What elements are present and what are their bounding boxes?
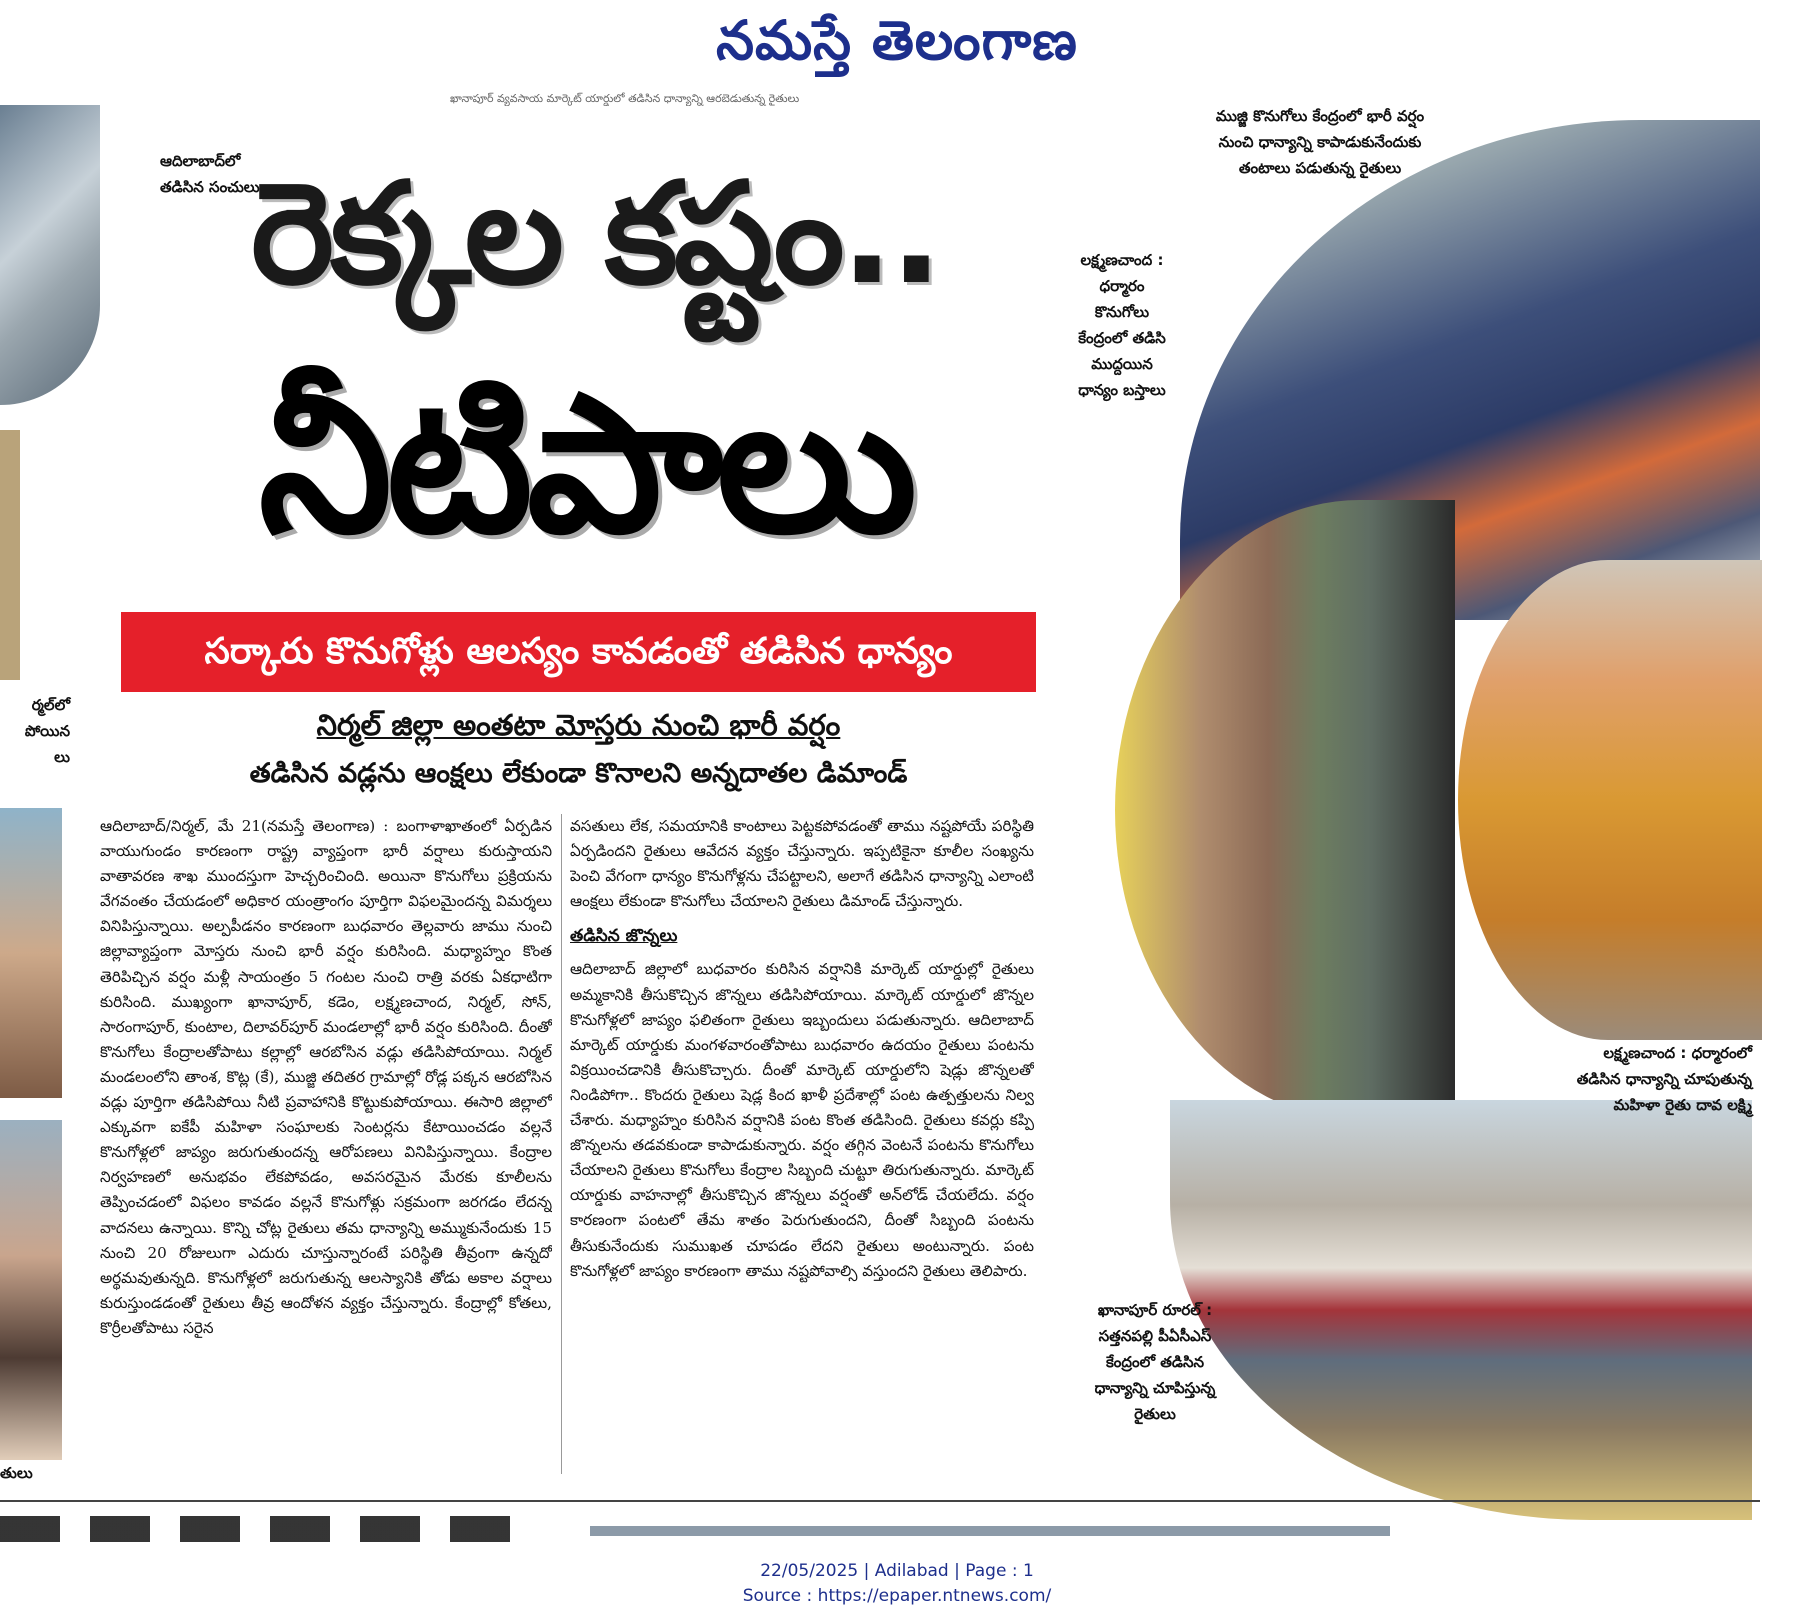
- headline-strap: సర్కారు కొనుగోళ్లు ఆలస్యం కావడంతో తడిసిన ధాన్యం: [121, 612, 1036, 692]
- caption-woman-farmer: లక్ష్మణచాంద : ధర్మారంలో తడిసిన ధాన్యాన్ని చూపుతున్న మహిళా రైతు దావ లక్ష్మి: [1576, 1044, 1752, 1114]
- article-paragraph: ఆదిలాబాద్ జిల్లాలో బుధవారం కురిసిన వర్షానికి మార్కెట్ యార్డుల్లో రైతులు అమ్మకానికి తీసుకొచ్చిన జొన్నలు తడిసిపోయాయి. మార్కెట్ యార్డులో జొన్నల కొనుగోళ్లలో జాప్యం ఫలితంగా రైతులు ఇబ్బందులు పడుతున్నారు. ఆదిలాబాద్ మార్కెట్ యార్డుకు మంగళవారంతోపాటు బుధవారం ఉదయం రైతులు పంటను విక్రయించడానికి తీసుకొచ్చారు. దీంతో మార్కెట్ యార్డులోని షెడ్లు జొన్నలతో నిండిపోగా.. కొందరు రైతులు షెడ్ల కింద ఖాళీ ప్రదేశాల్లో పంట ఉత్పత్తులను నిల్వ చేశారు. మధ్యాహ్నం కురిసిన వర్షానికి పంట కొంత తడిసింది. రైతులు కవర్లు కప్పి జొన్నలను తడవకుండా కాపాడుకున్నారు. వర్షం తగ్గిన వెంటనే పంటను కొనుగోలు చేయాలని రైతులు కొనుగోలు కేంద్రాల సిబ్బంది చుట్టూ తిరుగుతున్నారు. మార్కెట్ యార్డుకు వాహనాల్లో తీసుకొచ్చిన జొన్నలు వర్షంతో అన్‌లోడ్ చేయలేదు. వర్షం కారణంగా పంటలో తేమ శాతం పెరుగుతుందని, దీంతో సిబ్బంది పంటను తీసుకునేందుకు సుముఖత చూపడం లేదని రైతులు అంటున్నారు. పంట కొనుగోళ్లలో జాప్యం కారణంగా తాము నష్టపోవాల్సి వస్తుందని రైతులు తెలిపారు.: [570, 960, 1034, 1280]
- photo-woman-farmer: [1458, 560, 1762, 1040]
- headline-line2: నీటిపాలు: [258, 354, 912, 575]
- headline-line1: రెక్కల కష్టం..: [251, 153, 939, 316]
- bottom-divider: [0, 1500, 1760, 1502]
- photo-khanapur-farmers: [1170, 1100, 1752, 1520]
- bottom-next-story-bar: [590, 1526, 1390, 1536]
- bottom-next-story-strip: [0, 1516, 520, 1542]
- caption-mujji: ముజ్జి కొనుగోలు కేంద్రంలో భారీ వర్షం నుంచి ధాన్యాన్ని కాపాడుకునేందుకు తంటాలు పడుతున్న రైతులు: [1215, 107, 1425, 177]
- photo-adilabad-bags: [0, 105, 100, 405]
- caption-adilabad-bags: ఆదిలాబాద్‌లో తడిసిన సంచులు: [160, 152, 260, 196]
- footer-date-line: 22/05/2025 | Adilabad | Page : 1: [760, 1561, 1034, 1581]
- subheadline-2: తడిసిన వడ్లను ఆంక్షలు లేకుండా కొనాలని అన్నదాతల డిమాండ్: [249, 758, 908, 789]
- caption-khanapur: ఖానాపూర్ రూరల్ : సత్తనపల్లి పీఏసీఎస్ కేంద్రంలో తడిసిన ధాన్యాన్ని చూపిస్తున్న రైతులు: [1094, 1301, 1216, 1423]
- masthead-title: నమస్తే తెలంగాణ: [716, 8, 1078, 72]
- article-subheading: తడిసిన జొన్నలు: [570, 926, 678, 947]
- article-column-2: [570, 814, 1034, 1484]
- photo-people-left: [0, 1120, 62, 1460]
- column-divider: [561, 814, 562, 1474]
- photo-left-mid: [0, 430, 20, 680]
- photo-dharmaram-bags: [1115, 500, 1455, 1120]
- footer-source-line: Source : https://epaper.ntnews.com/: [742, 1586, 1052, 1606]
- caption-laxmanchanda-bags: లక్ష్మణచాంద : ధర్మారం కొనుగోలు కేంద్రంలో తడిసి ముద్దయిన ధాన్యం బస్తాలు: [1078, 251, 1166, 399]
- caption-bottom-left: తులు: [0, 1464, 33, 1482]
- photo-rain-street: [0, 808, 62, 1098]
- article-paragraph: వసతులు లేక, సమయానికి కాంటాలు పెట్టకపోవడంతో తాము నష్టపోయే పరిస్థితి ఏర్పడిందని రైతులు ఆవేదన వ్యక్తం చేస్తున్నారు. ఇప్పటికైనా కూలీల సంఖ్యను పెంచి వేగంగా ధాన్యం కొనుగోళ్లను చేపట్టాలని, అలాగే తడిసిన ధాన్యాన్ని ఎలాంటి ఆంక్షలు లేకుండా కొనుగోలు చేయాలని రైతులు డిమాండ్ చేస్తున్నారు.: [570, 817, 1034, 911]
- subheadline-1: నిర్మల్ జిల్లా అంతటా మోస్తరు నుంచి భారీ వర్షం: [316, 708, 841, 742]
- article-column-1: ఆదిలాబాద్/నిర్మల్, మే 21(నమస్తే తెలంగాణ) : బంగాళాఖాతంలో ఏర్పడిన వాయుగుండం కారణంగా రాష్ట్ర వ్యాప్తంగా భారీ వర్షాలు కురుస్తాయని వాతావరణ శాఖ ముందస్తుగా హెచ్చరించింది. అయినా కొనుగోలు ప్రక్రియను వేగవంతం చేయడంలో అధికార యంత్రాంగం పూర్తిగా విఫలమైందన్న విమర్శలు వినిపిస్తున్నాయి. అల్పపీడనం కారణంగా బుధవారం తెల్లవారు జాము నుంచి జిల్లావ్యాప్తంగా మోస్తరు నుంచి భారీ వర్షం కురిసింది. మధ్యాహ్నం కొంత తెరిపిచ్చిన వర్షం మళ్లీ సాయంత్రం 5 గంటల నుంచి రాత్రి వరకు ఏకధాటిగా కురిసింది. ముఖ్యంగా ఖానాపూర్, కడెం, లక్ష్మణచాంద, నిర్మల్, సోన్, సారంగాపూర్, కుంటాల, దిలావర్‌పూర్ మండలాల్లో భారీ వర్షం కురిసింది. దీంతో కొనుగోలు కేంద్రాలతోపాటు కల్లాల్లో ఆరబోసిన వడ్లు తడిసిపోయాయి. నిర్మల్ మండలంలోని తాంశ, కొట్ల (కే), ముజ్జి తదితర గ్రామాల్లో రోడ్ల పక్కన ఆరబోసిన వడ్లు పూర్తిగా తడిసిపోయి నీటి ప్రవాహానికి కొట్టుకుపోయాయి. ఈసారి జిల్లాలో ఎక్కువగా ఐకేపీ మహిళా సంఘాలకు సెంటర్లను కేటాయించడం వల్లనే కొనుగోళ్లలో జాప్యం జరుగుతుందన్న ఆరోపణలు వినిపిస్తున్నాయి. కేంద్రాల నిర్వహణలో అనుభవం లేకపోవడం, అవసరమైన మేరకు కూలీలను తెప్పించడంలో విఫలం కావడం వల్లనే కొనుగోళ్లు సక్రమంగా జరగడం లేదన్న వాదనలు ఉన్నాయి. కొన్ని చోట్ల రైతులు తమ ధాన్యాన్ని అమ్ముకునేందుకు 15 నుంచి 20 రోజులుగా ఎదురు చూస్తున్నారంటే పరిస్థితి తీవ్రంగా ఉన్నదో అర్థమవుతున్నది. కొనుగోళ్లలో జరుగుతున్న ఆలస్యానికి తోడు అకాల వర్షాలు కురుస్తుండడంతో రైతులు తీవ్ర ఆందోళన వ్యక్తం చేస్తున్నారు. కేంద్రాల్లో కోతలు, కొర్రీలతోపాటు సరైన: [100, 817, 552, 1337]
- caption-nirmal-left: ర్మల్‌లో పోయిన లు: [24, 696, 70, 766]
- top-strip-text: ఖానాపూర్ వ్యవసాయ మార్కెట్ యార్డులో తడిసిన ధాన్యాన్ని ఆరబెడుతున్న రైతులు: [450, 92, 800, 105]
